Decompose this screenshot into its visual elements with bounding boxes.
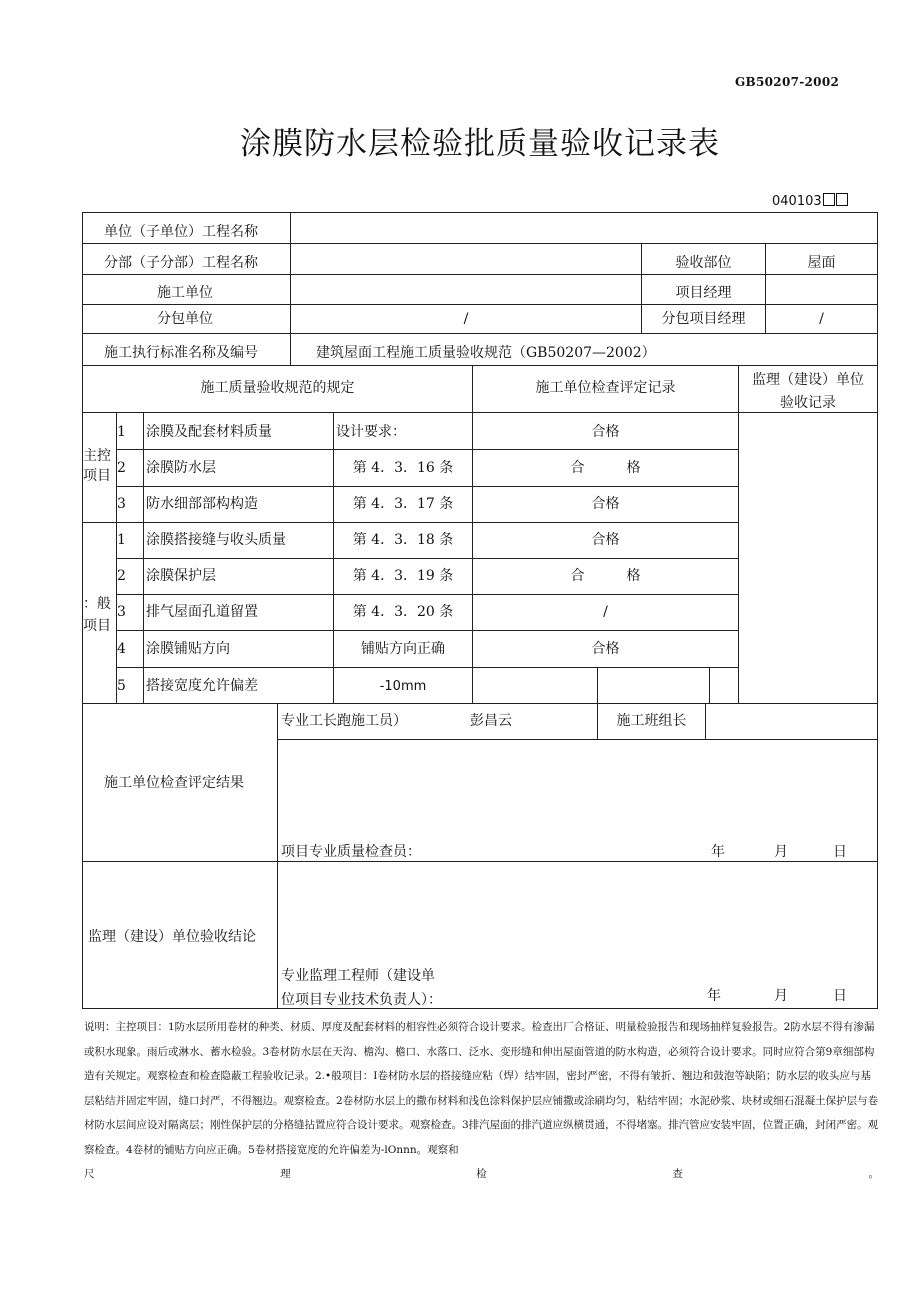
acceptance-part-label: 验收部位 <box>675 255 732 271</box>
item-name: 排气屋面孔道留置 <box>146 604 258 620</box>
subcontract-manager-value[interactable]: / <box>819 311 824 327</box>
supervision-column-header <box>739 369 877 415</box>
notes-last-char: 检 <box>476 1168 487 1180</box>
item-number: 1 <box>117 532 126 548</box>
item-requirement: 第 4．3．19 条 <box>352 568 454 584</box>
foreman-label: 专业工长跑施工员） <box>281 713 407 729</box>
project-manager-label: 项目经理 <box>675 285 732 301</box>
item-name: 涂膜铺贴方向 <box>146 641 230 657</box>
item-requirement: 设计要求： <box>336 424 406 440</box>
notes-last-char: 理 <box>280 1168 291 1180</box>
date-day-label: 日 <box>833 844 847 860</box>
item-name: 涂膜及配套材料质量 <box>146 424 272 440</box>
engineer-label-line1: 专业监理工程师（建设单 <box>281 968 435 984</box>
record-number-text: 040103 <box>772 194 822 209</box>
general-label-line1: ：般 <box>83 596 111 612</box>
item-name: 涂膜保护层 <box>146 568 216 584</box>
unit-project-label: 单位（子单位）工程名称 <box>104 224 258 240</box>
item-result[interactable]: 合格 <box>591 641 620 657</box>
notes-last-line <box>84 1162 879 1187</box>
general-label <box>83 593 111 637</box>
subcontract-manager-label: 分包项目经理 <box>661 311 746 327</box>
notes-last-char: 。 <box>868 1168 879 1180</box>
supervision-header-line1: 监理（建设）单位 <box>752 372 864 388</box>
date-year-label: 年 <box>707 988 721 1004</box>
item-result[interactable]: 合 格 <box>570 460 641 476</box>
acceptance-part-value[interactable]: 屋面 <box>807 255 836 271</box>
item-number: 1 <box>117 424 126 440</box>
page-title: 涂膜防水层检验批质量验收记录表 <box>240 126 720 162</box>
item-result[interactable]: 合格 <box>591 496 620 512</box>
date-month-label: 月 <box>774 988 788 1004</box>
date-year-label: 年 <box>711 844 725 860</box>
item-result[interactable]: 合 格 <box>570 568 641 584</box>
date-month-label: 月 <box>774 844 788 860</box>
inspector-label: 项目专业质量检查员： <box>281 844 421 860</box>
notes-last-char: 尺 <box>84 1168 95 1180</box>
item-requirement: -10mm <box>379 679 427 694</box>
item-number: 2 <box>117 460 126 476</box>
item-result[interactable]: 合格 <box>591 424 620 440</box>
item-requirement: 第 4．3．20 条 <box>352 604 454 620</box>
standard-label: 施工执行标准名称及编号 <box>104 345 258 361</box>
standard-value[interactable]: 建筑屋面工程施工质量验收规范（GB50207—2002） <box>316 345 656 361</box>
subcontract-unit-value[interactable]: / <box>463 311 469 327</box>
general-label-line2: 项目 <box>83 618 111 634</box>
standard-code: GB50207-2002 <box>735 75 840 89</box>
engineer-label-line2: 位项目专业技术负责人）： <box>281 992 442 1008</box>
engineer-label <box>281 964 442 1012</box>
item-number: 3 <box>117 604 126 620</box>
check-record-column-header: 施工单位检查评定记录 <box>535 380 676 396</box>
notes-last-char: 查 <box>672 1168 683 1180</box>
item-requirement: 第 4．3．18 条 <box>352 532 454 548</box>
item-requirement: 第 4．3．17 条 <box>352 496 454 512</box>
notes-body: 说明：主控项目：1防水层所用卷材的种类、材质、厚度及配套材料的相容性必须符合设计要求。检查出厂合格证、明量检验报告和现场抽样复验报告。2防水层不得有渗漏或积水现象。雨后或淋水、蓄水检验。3卷材防水层在天沟、檐沟、檐口、水落口、泛水、变形缝和伸出屋面管道的防水构造，必须符合设计要求。同时应符合第9章细部构造有关规定。观察检查和检查隐蔽工程验收记录。2.•般项目：I卷材防水层的搭接缝应粘（焊）结牢固，密封严密，不得有皱折、翘边和鼓泡等缺陷；防水层的收头应与基层粘结并固定牢固，缝口封严，不得翘边。观察检查。2卷材防水层上的撒布材料和浅色涂料保护层应铺撒或涂刷均匀，粘结牢固；水泥砂浆、块材或细石混凝土保护层与卷材防水层间应设对隔离层；刚性保护层的分格缝拈置应符合设计要求。观察检查。3排汽屋面的排汽道应纵横贯通，不得堵塞。排汽管应安装牢固，位置正确，封闭严密。观察检查。4卷材的铺贴方向应正确。5卷材搭接宽度的允许偏差为-lOnnn。观察和 <box>84 1021 879 1156</box>
item-name: 搭接宽度允许偏差 <box>146 678 258 694</box>
item-number: 5 <box>117 678 126 694</box>
item-number: 4 <box>117 641 126 657</box>
item-name: 防水细部部构构造 <box>146 496 258 512</box>
construction-result-label: 施工单位检查评定结果 <box>104 775 244 791</box>
supervision-result-label: 监理（建设）单位验收结论 <box>88 929 256 945</box>
item-name: 涂膜搭接缝与收头质量 <box>146 532 286 548</box>
spec-column-header: 施工质量验收规范的规定 <box>200 380 355 396</box>
item-name: 涂膜防水层 <box>146 460 216 476</box>
sub-project-label: 分部（子分部）工程名称 <box>104 255 258 271</box>
construction-unit-label: 施工单位 <box>157 285 213 301</box>
main-control-label-line1: 主控 <box>83 448 111 464</box>
main-control-label-line2: 项目 <box>83 468 111 484</box>
main-control-label <box>83 446 111 486</box>
foreman-name[interactable]: 彭昌云 <box>470 713 512 729</box>
team-leader-label: 施工班组长 <box>616 713 687 729</box>
item-requirement: 第 4．3．16 条 <box>352 460 454 476</box>
subcontract-unit-label: 分包单位 <box>157 311 213 327</box>
item-requirement: 铺贴方向正确 <box>361 641 445 657</box>
item-number: 2 <box>117 568 126 584</box>
supervision-header-line2: 验收记录 <box>780 395 836 411</box>
item-result[interactable]: 合格 <box>591 532 620 548</box>
date-day-label: 日 <box>833 988 847 1004</box>
notes <box>84 1015 879 1187</box>
item-result[interactable]: / <box>603 604 608 620</box>
item-number: 3 <box>117 496 126 512</box>
